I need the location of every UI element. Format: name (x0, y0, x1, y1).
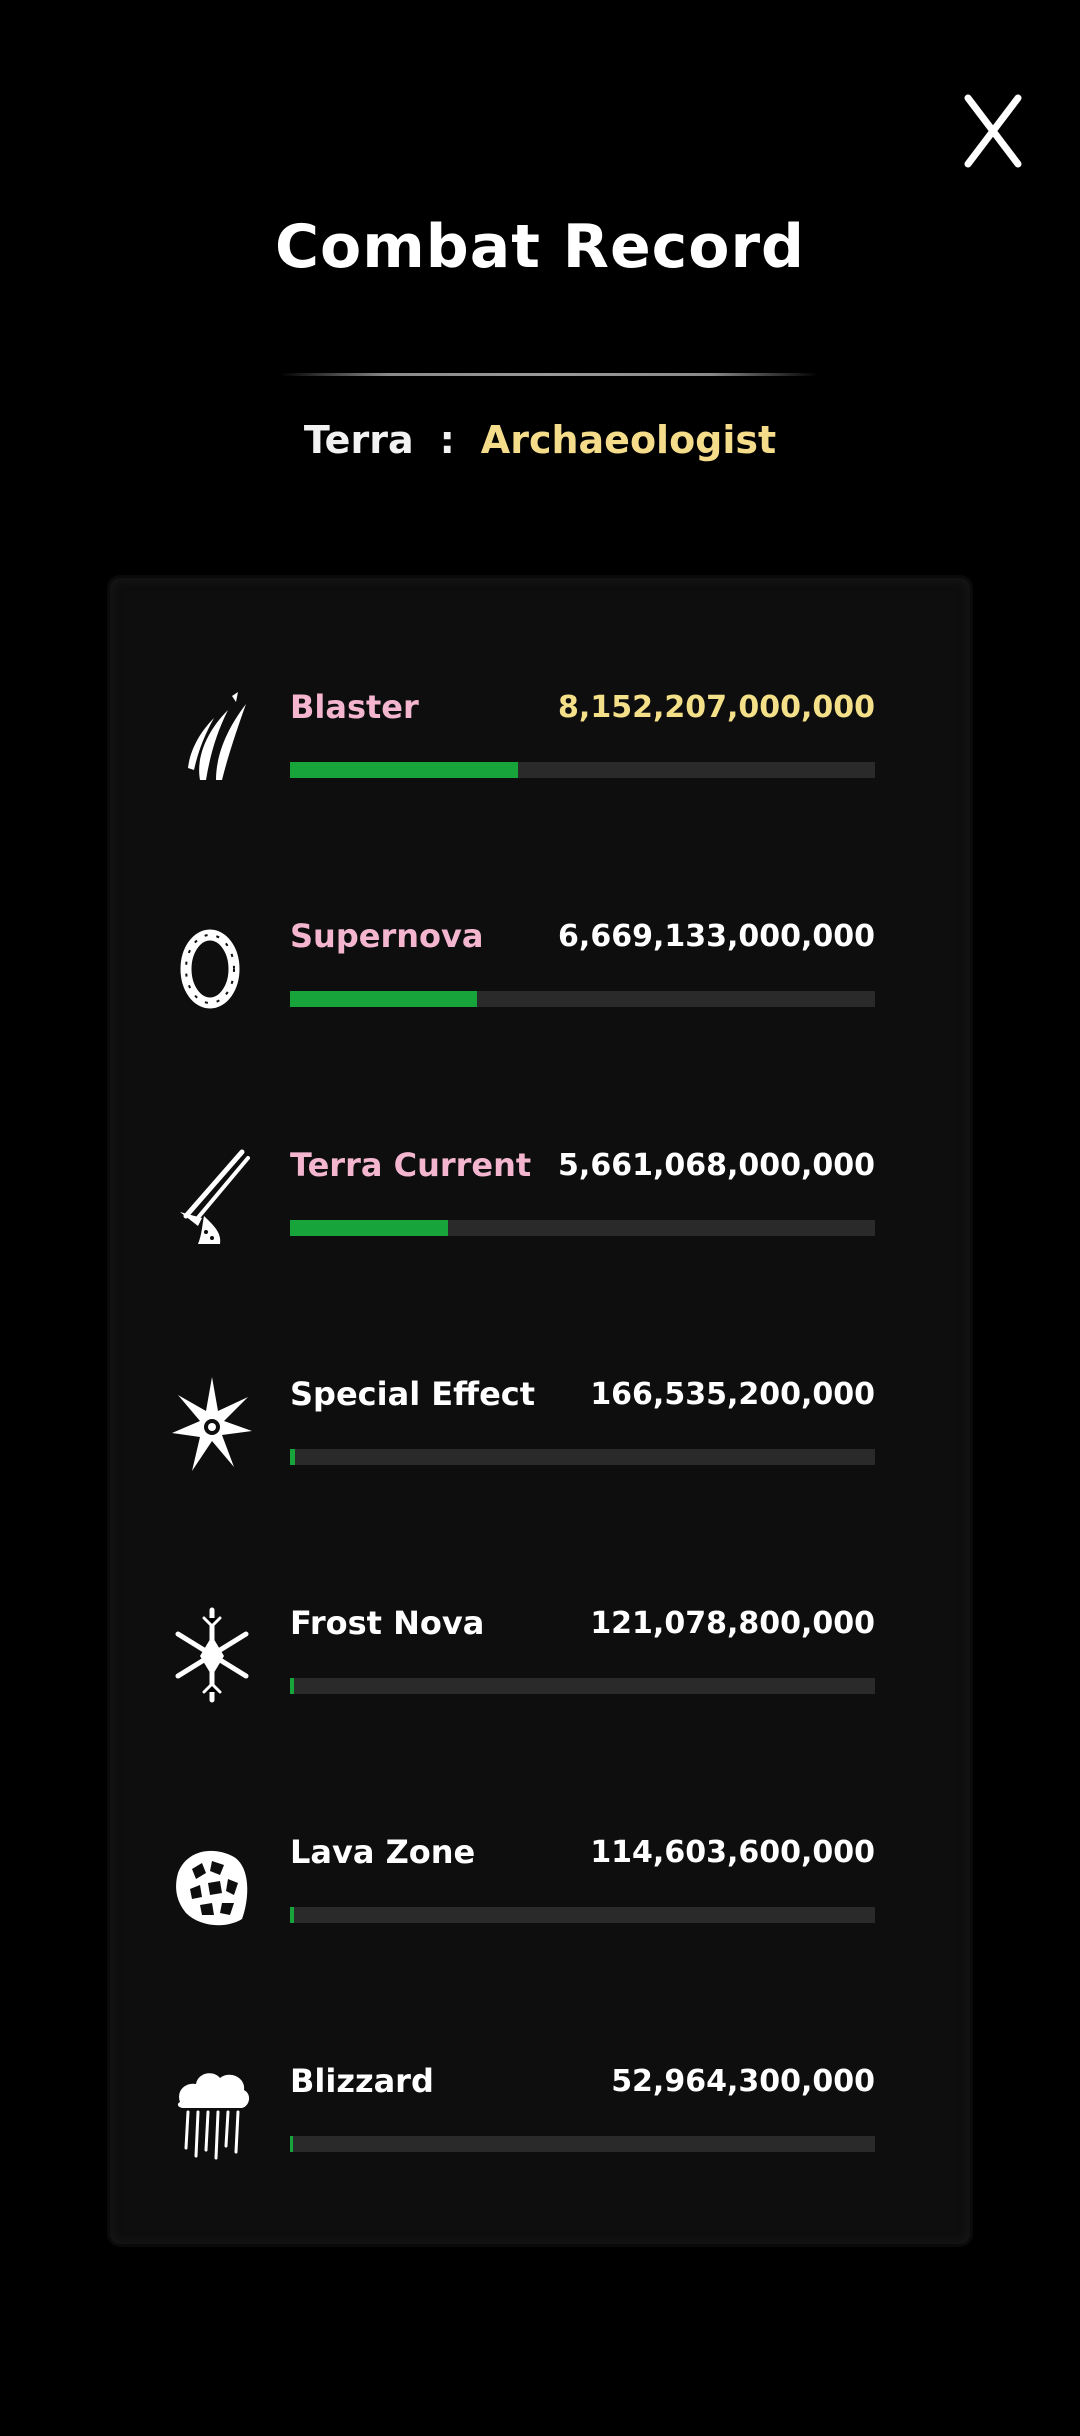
damage-bar-fill (290, 2136, 293, 2152)
damage-bar (290, 2136, 875, 2152)
combat-record-panel (110, 578, 970, 2244)
skill-damage: 166,535,200,000 (590, 1377, 875, 1412)
skill-damage: 52,964,300,000 (611, 2064, 875, 2099)
skill-row-special-effect (110, 1365, 970, 1525)
skill-name: Frost Nova (290, 1604, 485, 1642)
damage-bar (290, 1220, 875, 1236)
character-info (0, 418, 1080, 462)
page-title: Combat Record (274, 212, 805, 282)
skill-row-frost-nova (110, 1594, 970, 1754)
character-name: Terra (303, 418, 414, 462)
damage-bar-fill (290, 1678, 294, 1694)
damage-bar-fill (290, 1220, 448, 1236)
skill-name: Terra Current (290, 1146, 532, 1184)
skill-name: Lava Zone (290, 1833, 476, 1871)
title-divider (280, 373, 818, 376)
staff-strike-icon (172, 1146, 252, 1246)
skill-name: Special Effect (290, 1375, 536, 1413)
skill-damage: 114,603,600,000 (590, 1835, 875, 1870)
skill-damage: 121,078,800,000 (590, 1606, 875, 1641)
snowflake-icon (172, 1604, 252, 1704)
close-icon (962, 92, 1024, 170)
storm-cloud-icon (172, 2062, 252, 2162)
damage-bar (290, 762, 875, 778)
damage-bar (290, 1449, 875, 1465)
character-job: Archaeologist (480, 418, 777, 462)
separator: : (439, 418, 455, 462)
lava-rock-icon (172, 1833, 252, 1933)
damage-bar-fill (290, 991, 477, 1007)
skill-row-blizzard (110, 2052, 970, 2212)
damage-bar-fill (290, 1907, 294, 1923)
skill-name: Blizzard (290, 2062, 434, 2100)
skill-damage: 6,669,133,000,000 (558, 919, 875, 954)
damage-bar-fill (290, 1449, 295, 1465)
ring-icon (172, 917, 252, 1017)
starburst-icon (172, 1375, 252, 1475)
skill-damage: 8,152,207,000,000 (558, 690, 875, 725)
damage-bar (290, 991, 875, 1007)
skill-row-blaster (110, 678, 970, 838)
damage-bar (290, 1678, 875, 1694)
skill-row-lava-zone (110, 1823, 970, 1983)
skill-name: Supernova (290, 917, 484, 955)
skill-name: Blaster (290, 688, 419, 726)
claw-slash-icon (172, 688, 252, 788)
damage-bar (290, 1907, 875, 1923)
damage-bar-fill (290, 762, 518, 778)
close-button[interactable] (962, 92, 1024, 170)
skill-row-supernova (110, 907, 970, 1067)
skill-row-terra-current (110, 1136, 970, 1296)
skill-damage: 5,661,068,000,000 (558, 1148, 875, 1183)
